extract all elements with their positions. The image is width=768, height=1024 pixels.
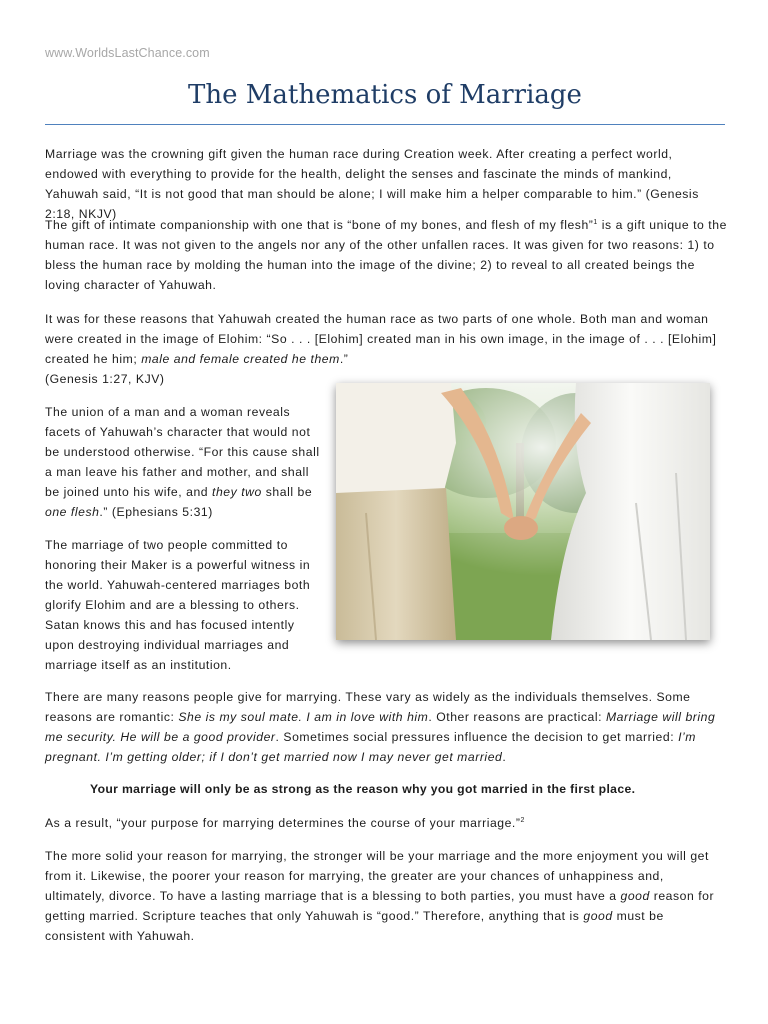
paragraph-solid-reason: The more solid your reason for marrying, the stronger will be your marriage and the more enjoyment you will get from it. Likewise, the poorer your reason for marrying, the greater are your chances of unhappiness and, ultimately, divorce. To have a lasting marriage that is a blessing to both parties, you must have a good reason for getting married. Scripture teaches that only Yahuwah is “good.” Therefore, anything that is good must be consistent with Yahuwah. — [45, 849, 715, 943]
footnote-2: 2 — [520, 817, 525, 824]
site-url: www.WorldsLastChance.com — [45, 46, 210, 60]
paragraph-purpose: As a result, “your purpose for marrying determines the course of your marriage.”$^2$ — [45, 816, 525, 830]
paragraph-two-parts: It was for these reasons that Yahuwah created the human race as two parts of one whole. Both man and woman were created in the image of Elohim: “So . . . [Elohim] created man in his own image, in the image of . . . [Elohim] created he him; male and female created he them.” (Genesis 1:27, KJV) — [45, 312, 717, 386]
genesis-reference: (Genesis 1:27, KJV) — [45, 372, 165, 386]
couple-holding-hands-photo — [336, 383, 710, 640]
title-divider — [45, 124, 725, 125]
footnote-1: 1 — [593, 219, 598, 226]
paragraph-union: The union of a man and a woman reveals facets of Yahuwah’s character that would not be understood otherwise. “For this cause shall a man leave his father and mother, and shall be joined unto his wife, and they two shall be one flesh.” (Ephesians 5:31) — [45, 405, 320, 519]
paragraph-creation-gift: Marriage was the crowning gift given the human race during Creation week. After creating a perfect world, endowed with everything to provide for the health, delight the senses and fascinate the minds of mankind, Yahuwah said, “It is not good that man should be alone; I will make him a helper comparable to him.” (Genesis 2:18, NKJV) — [45, 147, 699, 221]
paragraph-reasons: There are many reasons people give for marrying. These vary as widely as the individuals themselves. Some reasons are romantic: She is my soul mate. I am in love with him. Other reasons are practical: Marriage will bring me security. He will be a good provider. Sometimes social pressures influence the decision to get married: I’m pregnant. I’m getting older; if I don’t get married now I may never get married. — [45, 690, 716, 764]
page-title: The Mathematics of Marriage — [188, 80, 582, 110]
key-statement: Your marriage will only be as strong as the reason why you got married in the first place. — [90, 782, 636, 796]
paragraph-witness: The marriage of two people committed to honoring their Maker is a powerful witness in the world. Yahuwah-centered marriages both glorify Elohim and are a blessing to others. Satan knows this and has focused intently upon destroying individual marriages and marriage itself as an institution. — [45, 538, 311, 672]
paragraph-gift-companionship: The gift of intimate companionship with one that is “bone of my bones, and flesh of my flesh”$^1$ is a gift unique to the human race. It was not given to the angels nor any of the other unfallen races. It was given for two reasons: 1) to bless the human race by molding the human into the image of the divine; 2) to reveal to all created beings the loving character of Yahuwah. — [45, 218, 727, 292]
